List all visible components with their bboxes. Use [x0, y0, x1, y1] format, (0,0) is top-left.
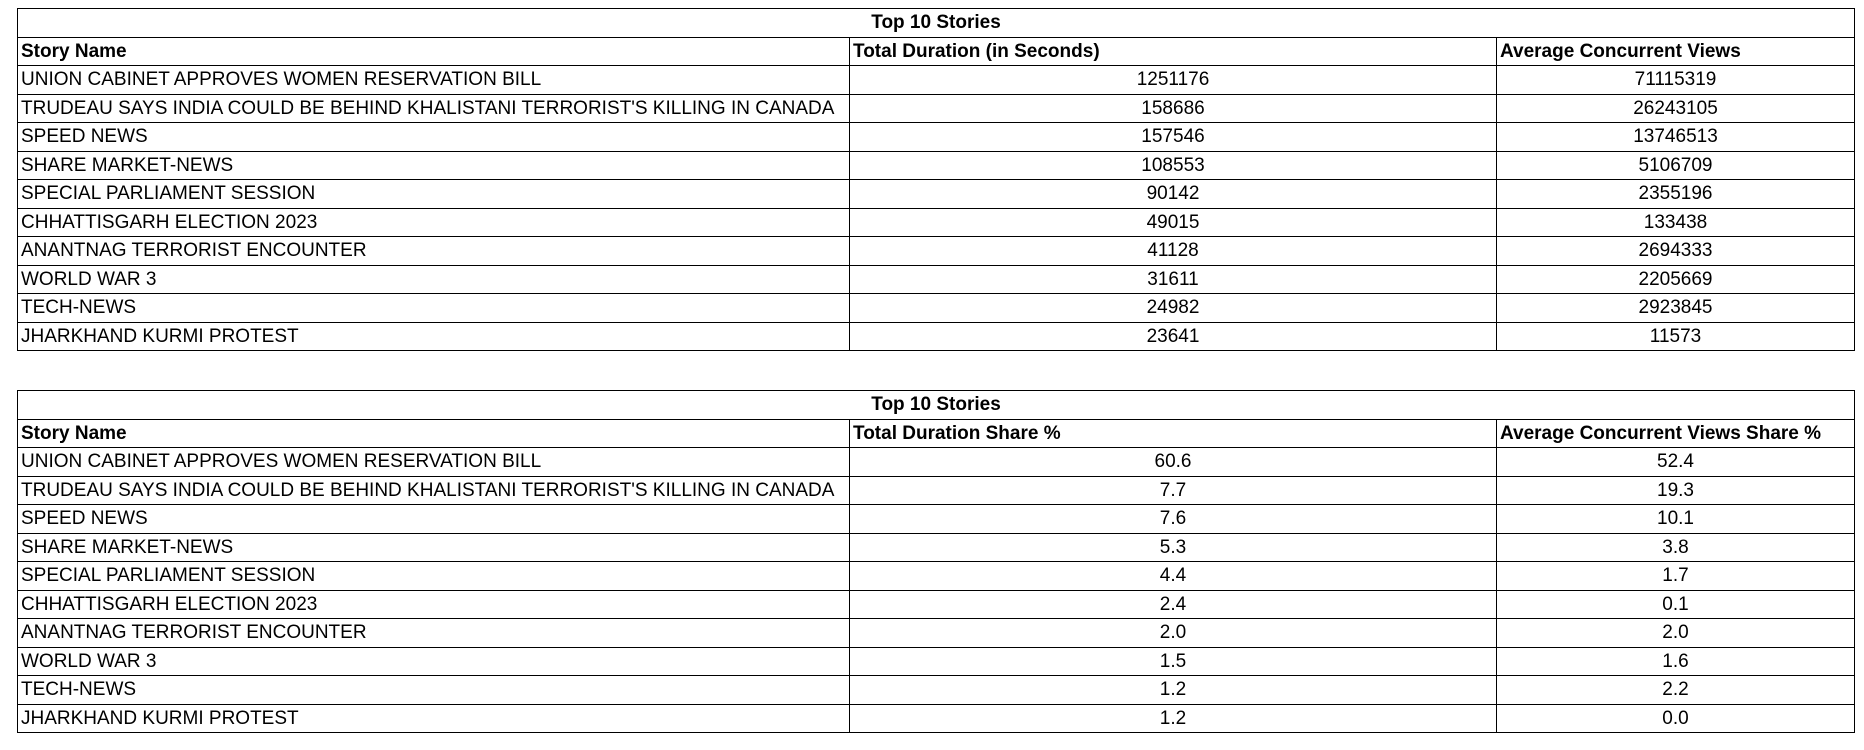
- top-stories-duration-table: [17, 8, 1855, 351]
- duration-share-cell: 2.4: [850, 590, 1497, 619]
- table-row: [18, 676, 1855, 705]
- table-title-row: [18, 9, 1855, 38]
- table-row: [18, 208, 1855, 237]
- table-row: [18, 505, 1855, 534]
- views-share-cell: 2.0: [1497, 619, 1855, 648]
- average-views-cell: 2694333: [1497, 237, 1855, 266]
- story-name-cell: UNION CABINET APPROVES WOMEN RESERVATION BILL: [18, 448, 850, 477]
- story-name-cell: SHARE MARKET-NEWS: [18, 151, 850, 180]
- table-row: [18, 448, 1855, 477]
- duration-share-cell: 7.6: [850, 505, 1497, 534]
- average-views-cell: 11573: [1497, 322, 1855, 351]
- table-row: [18, 66, 1855, 95]
- table-row: [18, 180, 1855, 209]
- story-name-cell: SPEED NEWS: [18, 505, 850, 534]
- duration-share-cell: 4.4: [850, 562, 1497, 591]
- story-name-cell: SPEED NEWS: [18, 123, 850, 152]
- duration-share-cell: 1.5: [850, 647, 1497, 676]
- story-name-cell: CHHATTISGARH ELECTION 2023: [18, 590, 850, 619]
- total-duration-cell: 31611: [850, 265, 1497, 294]
- average-views-cell: 133438: [1497, 208, 1855, 237]
- table-title: Top 10 Stories: [18, 9, 1855, 38]
- story-name-cell: UNION CABINET APPROVES WOMEN RESERVATION BILL: [18, 66, 850, 95]
- views-share-cell: 3.8: [1497, 533, 1855, 562]
- average-views-cell: 2205669: [1497, 265, 1855, 294]
- table-row: [18, 704, 1855, 733]
- story-name-cell: SPECIAL PARLIAMENT SESSION: [18, 562, 850, 591]
- duration-share-cell: 1.2: [850, 676, 1497, 705]
- total-duration-cell: 158686: [850, 94, 1497, 123]
- column-header-total-duration: Total Duration (in Seconds): [850, 37, 1497, 66]
- top-stories-share-table: [17, 390, 1855, 733]
- average-views-cell: 2355196: [1497, 180, 1855, 209]
- column-header-average-views-share: Average Concurrent Views Share %: [1497, 419, 1855, 448]
- table-row: [18, 590, 1855, 619]
- story-name-cell: JHARKHAND KURMI PROTEST: [18, 704, 850, 733]
- table-row: [18, 647, 1855, 676]
- total-duration-cell: 157546: [850, 123, 1497, 152]
- views-share-cell: 0.0: [1497, 704, 1855, 733]
- views-share-cell: 0.1: [1497, 590, 1855, 619]
- table-row: [18, 476, 1855, 505]
- views-share-cell: 2.2: [1497, 676, 1855, 705]
- duration-share-cell: 5.3: [850, 533, 1497, 562]
- story-name-cell: JHARKHAND KURMI PROTEST: [18, 322, 850, 351]
- views-share-cell: 52.4: [1497, 448, 1855, 477]
- column-header-story-name: Story Name: [18, 37, 850, 66]
- views-share-cell: 10.1: [1497, 505, 1855, 534]
- average-views-cell: 26243105: [1497, 94, 1855, 123]
- story-name-cell: TRUDEAU SAYS INDIA COULD BE BEHIND KHALISTANI TERRORIST'S KILLING IN CANADA: [18, 476, 850, 505]
- total-duration-cell: 23641: [850, 322, 1497, 351]
- duration-share-cell: 60.6: [850, 448, 1497, 477]
- table-title: Top 10 Stories: [18, 391, 1855, 420]
- table-row: [18, 94, 1855, 123]
- average-views-cell: 5106709: [1497, 151, 1855, 180]
- table-row: [18, 123, 1855, 152]
- story-name-cell: WORLD WAR 3: [18, 647, 850, 676]
- table-header-row: [18, 419, 1855, 448]
- column-header-average-concurrent-views: Average Concurrent Views: [1497, 37, 1855, 66]
- table-row: [18, 562, 1855, 591]
- views-share-cell: 1.7: [1497, 562, 1855, 591]
- table-row: [18, 619, 1855, 648]
- total-duration-cell: 49015: [850, 208, 1497, 237]
- duration-share-cell: 2.0: [850, 619, 1497, 648]
- total-duration-cell: 41128: [850, 237, 1497, 266]
- story-name-cell: CHHATTISGARH ELECTION 2023: [18, 208, 850, 237]
- duration-share-cell: 7.7: [850, 476, 1497, 505]
- story-name-cell: SPECIAL PARLIAMENT SESSION: [18, 180, 850, 209]
- table-row: [18, 322, 1855, 351]
- table-row: [18, 151, 1855, 180]
- views-share-cell: 1.6: [1497, 647, 1855, 676]
- table-row: [18, 533, 1855, 562]
- table-row: [18, 294, 1855, 323]
- views-share-cell: 19.3: [1497, 476, 1855, 505]
- story-name-cell: SHARE MARKET-NEWS: [18, 533, 850, 562]
- table-title-row: [18, 391, 1855, 420]
- average-views-cell: 13746513: [1497, 123, 1855, 152]
- story-name-cell: ANANTNAG TERRORIST ENCOUNTER: [18, 619, 850, 648]
- total-duration-cell: 24982: [850, 294, 1497, 323]
- total-duration-cell: 108553: [850, 151, 1497, 180]
- column-header-story-name: Story Name: [18, 419, 850, 448]
- average-views-cell: 71115319: [1497, 66, 1855, 95]
- column-header-total-duration-share: Total Duration Share %: [850, 419, 1497, 448]
- table-header-row: [18, 37, 1855, 66]
- total-duration-cell: 1251176: [850, 66, 1497, 95]
- table-row: [18, 265, 1855, 294]
- story-name-cell: TRUDEAU SAYS INDIA COULD BE BEHIND KHALISTANI TERRORIST'S KILLING IN CANADA: [18, 94, 850, 123]
- story-name-cell: TECH-NEWS: [18, 676, 850, 705]
- story-name-cell: ANANTNAG TERRORIST ENCOUNTER: [18, 237, 850, 266]
- average-views-cell: 2923845: [1497, 294, 1855, 323]
- story-name-cell: WORLD WAR 3: [18, 265, 850, 294]
- total-duration-cell: 90142: [850, 180, 1497, 209]
- story-name-cell: TECH-NEWS: [18, 294, 850, 323]
- table-row: [18, 237, 1855, 266]
- duration-share-cell: 1.2: [850, 704, 1497, 733]
